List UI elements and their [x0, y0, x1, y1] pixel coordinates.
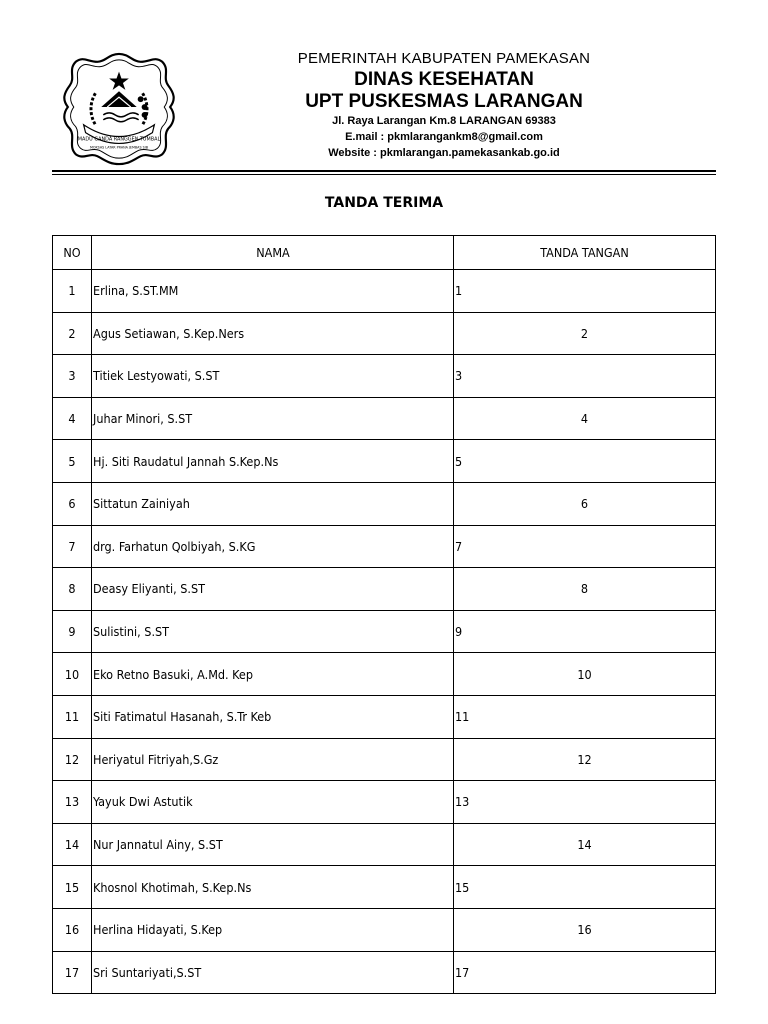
svg-text:MADU GANDA RANGGEN TUMBAL: MADU GANDA RANGGEN TUMBAL	[77, 136, 161, 143]
table-row	[53, 397, 716, 440]
row-no: 9	[53, 610, 92, 653]
row-no: 10	[53, 653, 92, 696]
row-no: 2	[53, 312, 92, 355]
row-signature[interactable]: 12	[454, 738, 716, 781]
row-signature[interactable]: 2	[454, 312, 716, 355]
row-no: 8	[53, 568, 92, 611]
row-signature[interactable]: 17	[454, 951, 716, 994]
letterhead-divider-thin	[52, 174, 716, 175]
row-name: Yayuk Dwi Astutik	[92, 781, 454, 824]
row-no: 12	[53, 738, 92, 781]
table-row	[53, 653, 716, 696]
table-row	[53, 695, 716, 738]
row-name: Deasy Eliyanti, S.ST	[92, 568, 454, 611]
row-signature[interactable]: 8	[454, 568, 716, 611]
row-name: Siti Fatimatul Hasanah, S.Tr Keb	[92, 695, 454, 738]
table-row	[53, 525, 716, 568]
row-name: Eko Retno Basuki, A.Md. Kep	[92, 653, 454, 696]
row-signature[interactable]: 1	[454, 270, 716, 313]
table-row	[53, 866, 716, 909]
row-no: 11	[53, 695, 92, 738]
table-row	[53, 951, 716, 994]
row-name: Sulistini, S.ST	[92, 610, 454, 653]
letterhead	[52, 44, 716, 176]
row-name: Khosnol Khotimah, S.Kep.Ns	[92, 866, 454, 909]
row-name: Heriyatul Fitriyah,S.Gz	[92, 738, 454, 781]
row-name: Agus Setiawan, S.Kep.Ners	[92, 312, 454, 355]
letterhead-divider-thick	[52, 170, 716, 172]
row-name: Hj. Siti Raudatul Jannah S.Kep.Ns	[92, 440, 454, 483]
table-row	[53, 482, 716, 525]
institution-name: UPT PUSKESMAS LARANGAN	[305, 91, 583, 112]
row-no: 17	[53, 951, 92, 994]
row-signature[interactable]: 16	[454, 908, 716, 951]
row-name: drg. Farhatun Qolbiyah, S.KG	[92, 525, 454, 568]
row-no: 16	[53, 908, 92, 951]
table-row	[53, 270, 716, 313]
row-signature[interactable]: 13	[454, 781, 716, 824]
row-name: Erlina, S.ST.MM	[92, 270, 454, 313]
letterhead-text	[172, 44, 716, 161]
row-signature[interactable]: 15	[454, 866, 716, 909]
table-row	[53, 908, 716, 951]
address: Jl. Raya Larangan Km.8 LARANGAN 69383	[332, 115, 556, 127]
table-row	[53, 440, 716, 483]
table-row	[53, 568, 716, 611]
row-signature[interactable]: 5	[454, 440, 716, 483]
row-name: Juhar Minori, S.ST	[92, 397, 454, 440]
row-signature[interactable]: 3	[454, 355, 716, 398]
table-header-row	[53, 236, 716, 270]
receipt-table	[52, 235, 716, 994]
header-signature: TANDA TANGAN	[454, 236, 716, 270]
row-signature[interactable]: 10	[454, 653, 716, 696]
email: E.mail : pkmlarangankm8@gmail.com	[345, 131, 543, 143]
row-signature[interactable]: 9	[454, 610, 716, 653]
row-name: Sittatun Zainiyah	[92, 482, 454, 525]
row-no: 13	[53, 781, 92, 824]
row-signature[interactable]: 14	[454, 823, 716, 866]
row-name: Herlina Hidayati, S.Kep	[92, 908, 454, 951]
row-no: 3	[53, 355, 92, 398]
row-name: Sri Suntariyati,S.ST	[92, 951, 454, 994]
website: Website : pkmlarangan.pamekasankab.go.id	[328, 147, 560, 159]
agency-name: DINAS KESEHATAN	[354, 69, 534, 90]
government-emblem-icon	[60, 50, 178, 168]
row-name: Nur Jannatul Ainy, S.ST	[92, 823, 454, 866]
table-row	[53, 610, 716, 653]
row-signature[interactable]: 6	[454, 482, 716, 525]
row-no: 1	[53, 270, 92, 313]
table-row	[53, 355, 716, 398]
row-no: 14	[53, 823, 92, 866]
row-no: 15	[53, 866, 92, 909]
header-no: NO	[53, 236, 92, 270]
row-signature[interactable]: 11	[454, 695, 716, 738]
document-title: TANDA TERIMA	[324, 195, 444, 211]
row-signature[interactable]: 4	[454, 397, 716, 440]
row-no: 4	[53, 397, 92, 440]
table-row	[53, 738, 716, 781]
row-no: 6	[53, 482, 92, 525]
header-name: NAMA	[92, 236, 454, 270]
row-no: 7	[53, 525, 92, 568]
svg-text:MOKSAS LATAR PRANA JEMBAS SIB: MOKSAS LATAR PRANA JEMBAS SIB	[89, 145, 149, 150]
row-signature[interactable]: 7	[454, 525, 716, 568]
row-name: Titiek Lestyowati, S.ST	[92, 355, 454, 398]
row-no: 5	[53, 440, 92, 483]
table-row	[53, 823, 716, 866]
table-row	[53, 312, 716, 355]
government-name: PEMERINTAH KABUPATEN PAMEKASAN	[297, 50, 591, 67]
table-row	[53, 781, 716, 824]
